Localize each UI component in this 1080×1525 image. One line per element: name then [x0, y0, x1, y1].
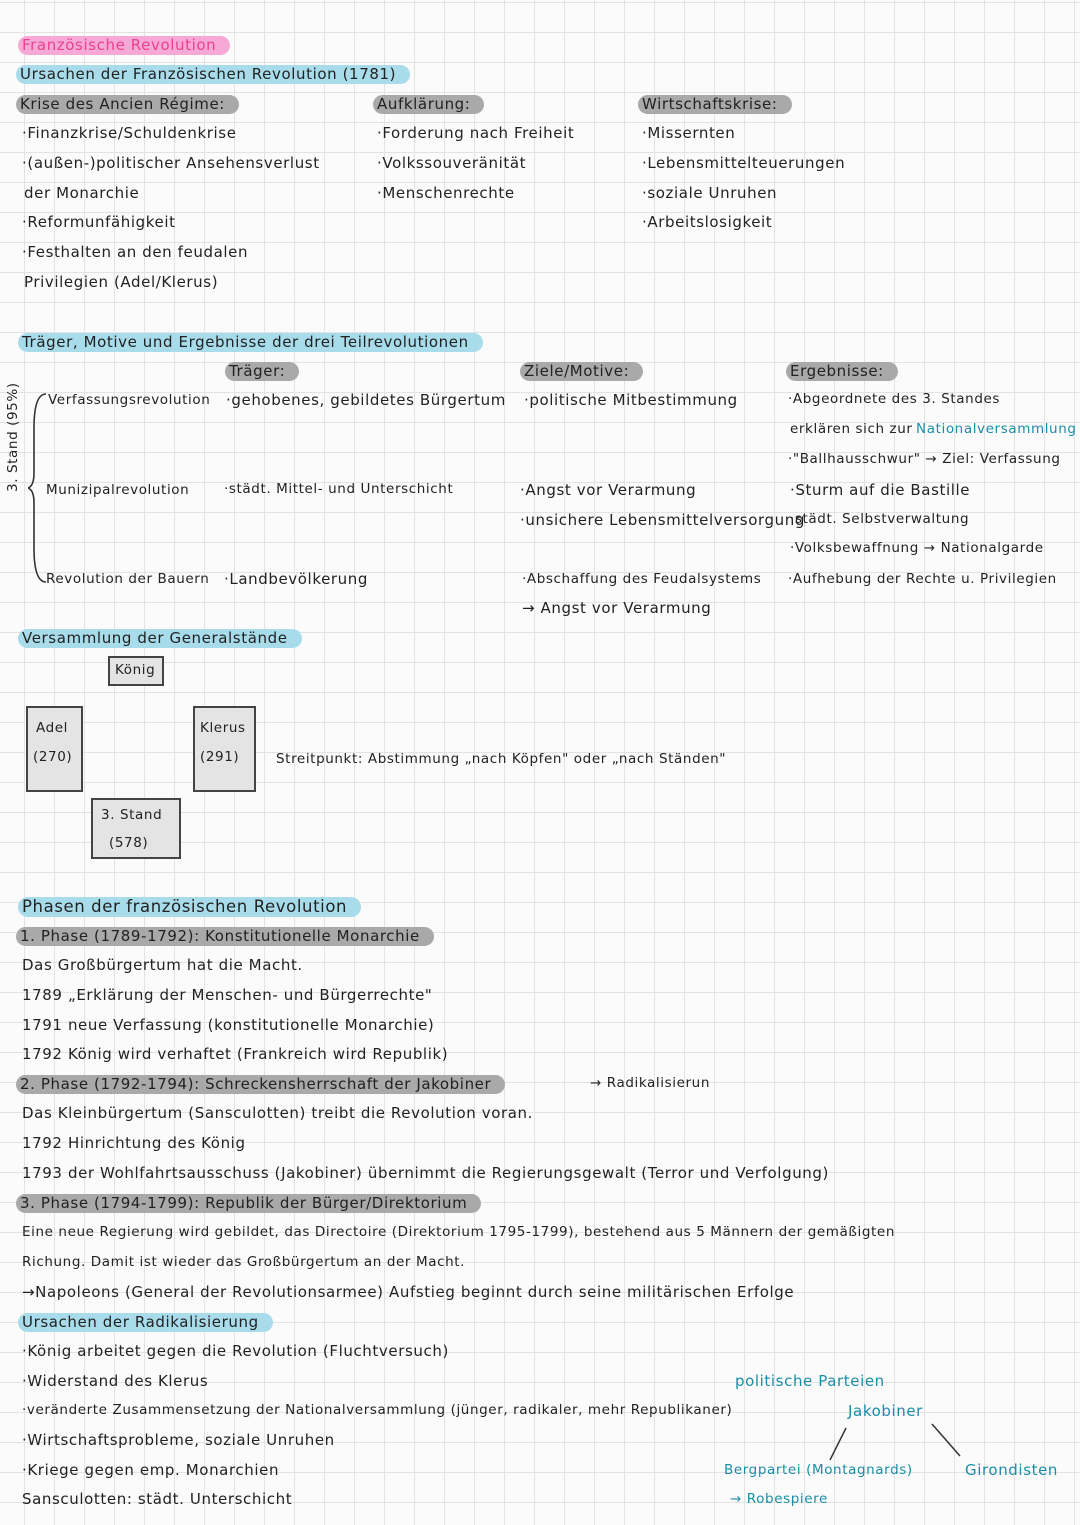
radikalisierung-item: ·veränderte Zusammensetzung der Nationalversammlung (jünger, radikaler, mehr Republikaner)	[22, 1402, 733, 1418]
heading-phasen: Phasen der französischen Revolution	[18, 897, 361, 917]
phase1-line: 1789 „Erklärung der Menschen- und Bürgerrechte"	[22, 986, 433, 1004]
phase1-line: 1792 König wird verhaftet (Frankreich wird Republik)	[22, 1045, 449, 1063]
klerus-box	[193, 706, 256, 792]
row-bauern-traeger: ·Landbevölkerung	[224, 570, 368, 588]
row-bauern-erg: ·Aufhebung der Rechte u. Privilegien	[788, 571, 1057, 587]
phase2-note: → Radikalisierun	[590, 1075, 710, 1091]
row-verfassung-erg: ·Abgeordnete des 3. Standes	[788, 391, 1001, 407]
phase3-line: →Napoleons (General der Revolutionsarmee) Aufstieg beginnt durch seine militärischen Erfolge	[22, 1283, 795, 1301]
phase3-line: Eine neue Regierung wird gebildet, das Directoire (Direktorium 1795-1799), bestehend aus 5 Männern der gemäßigten	[22, 1224, 895, 1240]
klerus-count: (291)	[200, 749, 240, 765]
party-bergpartei: Bergpartei (Montagnards)	[724, 1462, 913, 1478]
list-item: ·Volkssouveränität	[377, 154, 527, 172]
list-item: der Monarchie	[24, 184, 140, 202]
phase3-heading: 3. Phase (1794-1799): Republik der Bürger/Direktorium	[16, 1194, 481, 1213]
klerus-label: Klerus	[200, 720, 246, 736]
row-verfassung-erg: ·"Ballhausschwur" → Ziel: Verfassung	[788, 451, 1061, 467]
heading-ursachen: Ursachen der Französischen Revolution (1781)	[16, 65, 410, 84]
koenig-box	[108, 656, 164, 686]
party-robespierre: → Robespiere	[730, 1491, 828, 1507]
list-item: ·Forderung nach Freiheit	[377, 124, 575, 142]
streitpunkt: Streitpunkt: Abstimmung „nach Köpfen" oder „nach Ständen"	[276, 751, 727, 767]
party-tree-lines	[820, 1420, 970, 1464]
col-traeger: Träger:	[225, 362, 299, 381]
row-munizipal-traeger: ·städt. Mittel- und Unterschicht	[224, 481, 454, 497]
koenig-label: König	[115, 662, 156, 678]
adel-box	[26, 706, 83, 792]
list-item: ·Finanzkrise/Schuldenkrise	[22, 124, 237, 142]
party-jakobiner: Jakobiner	[848, 1402, 923, 1420]
radikalisierung-item: ·Wirtschaftsprobleme, soziale Unruhen	[22, 1431, 335, 1449]
row-munizipal-name: Munizipalrevolution	[46, 482, 190, 498]
heading-wirtschaft: Wirtschaftskrise:	[638, 95, 792, 114]
row-verfassung-erg: erklären sich zur	[790, 421, 913, 437]
bracket-label: 3. Stand (95%)	[5, 382, 21, 492]
phase2-line: 1793 der Wohlfahrtsausschuss (Jakobiner) übernimmt die Regierungsgewalt (Terror und Verfolgung)	[22, 1164, 829, 1182]
phase1-heading: 1. Phase (1789-1792): Konstitutionelle Monarchie	[16, 927, 434, 946]
row-bauern-ziel: ·Abschaffung des Feudalsystems	[522, 571, 762, 587]
row-bauern-name: Revolution der Bauern	[46, 571, 210, 587]
phase2-line: 1792 Hinrichtung des König	[22, 1134, 246, 1152]
row-verfassung-ziel: ·politische Mitbestimmung	[524, 391, 738, 409]
list-item: ·Menschenrechte	[377, 184, 515, 202]
list-item: ·Missernten	[642, 124, 736, 142]
phase1-line: Das Großbürgertum hat die Macht.	[22, 956, 303, 974]
list-item: ·(außen-)politischer Ansehensverlust	[22, 154, 320, 172]
heading-krise: Krise des Ancien Régime:	[16, 95, 239, 114]
phase2-heading: 2. Phase (1792-1794): Schreckensherrschaft der Jakobiner	[16, 1075, 505, 1094]
row-verfassung-erg-highlight: Nationalversammlung	[916, 421, 1077, 437]
list-item: ·soziale Unruhen	[642, 184, 778, 202]
stand3-count: (578)	[109, 835, 149, 851]
list-item: ·Lebensmittelteuerungen	[642, 154, 846, 172]
col-ziele: Ziele/Motive:	[520, 362, 643, 381]
row-munizipal-erg: ·städt. Selbstverwaltung	[790, 511, 970, 527]
list-item: Privilegien (Adel/Klerus)	[24, 273, 219, 291]
row-munizipal-erg: ·Volksbewaffnung → Nationalgarde	[790, 540, 1044, 556]
row-munizipal-erg: ·Sturm auf die Bastille	[790, 481, 971, 499]
phase3-line: Richung. Damit ist wieder das Großbürgertum an der Macht.	[22, 1254, 466, 1270]
row-munizipal-ziel: ·unsichere Lebensmittelversorgung	[520, 511, 805, 529]
radikalisierung-item: ·Widerstand des Klerus	[22, 1372, 209, 1390]
row-verfassung-traeger: ·gehobenes, gebildetes Bürgertum	[226, 391, 506, 409]
stand3-box	[91, 798, 181, 859]
party-girondisten: Girondisten	[965, 1461, 1059, 1479]
page-title: Französische Revolution	[18, 36, 230, 55]
adel-count: (270)	[33, 749, 73, 765]
phase1-line: 1791 neue Verfassung (konstitutionelle Monarchie)	[22, 1016, 435, 1034]
heading-aufklaerung: Aufklärung:	[373, 95, 484, 114]
row-bauern-ziel: → Angst vor Verarmung	[522, 599, 712, 617]
phase2-line: Das Kleinbürgertum (Sansculotten) treibt die Revolution voran.	[22, 1104, 534, 1122]
parteien-heading: politische Parteien	[735, 1372, 885, 1390]
list-item: ·Reformunfähigkeit	[22, 213, 176, 231]
col-ergebnisse: Ergebnisse:	[786, 362, 898, 381]
heading-generalstaende: Versammlung der Generalstände	[18, 629, 302, 648]
heading-radikalisierung: Ursachen der Radikalisierung	[18, 1313, 273, 1332]
row-munizipal-ziel: ·Angst vor Verarmung	[520, 481, 697, 499]
stand3-label: 3. Stand	[101, 807, 163, 823]
list-item: ·Festhalten an den feudalen	[22, 243, 249, 261]
row-verfassung-name: Verfassungsrevolution	[48, 392, 211, 408]
heading-teilrevolutionen: Träger, Motive und Ergebnisse der drei Teilrevolutionen	[18, 333, 483, 352]
radikalisierung-item: ·Kriege gegen emp. Monarchien	[22, 1461, 280, 1479]
radikalisierung-item: Sansculotten: städt. Unterschicht	[22, 1490, 293, 1508]
radikalisierung-item: ·König arbeitet gegen die Revolution (Fluchtversuch)	[22, 1342, 449, 1360]
list-item: ·Arbeitslosigkeit	[642, 213, 773, 231]
adel-label: Adel	[36, 720, 69, 736]
